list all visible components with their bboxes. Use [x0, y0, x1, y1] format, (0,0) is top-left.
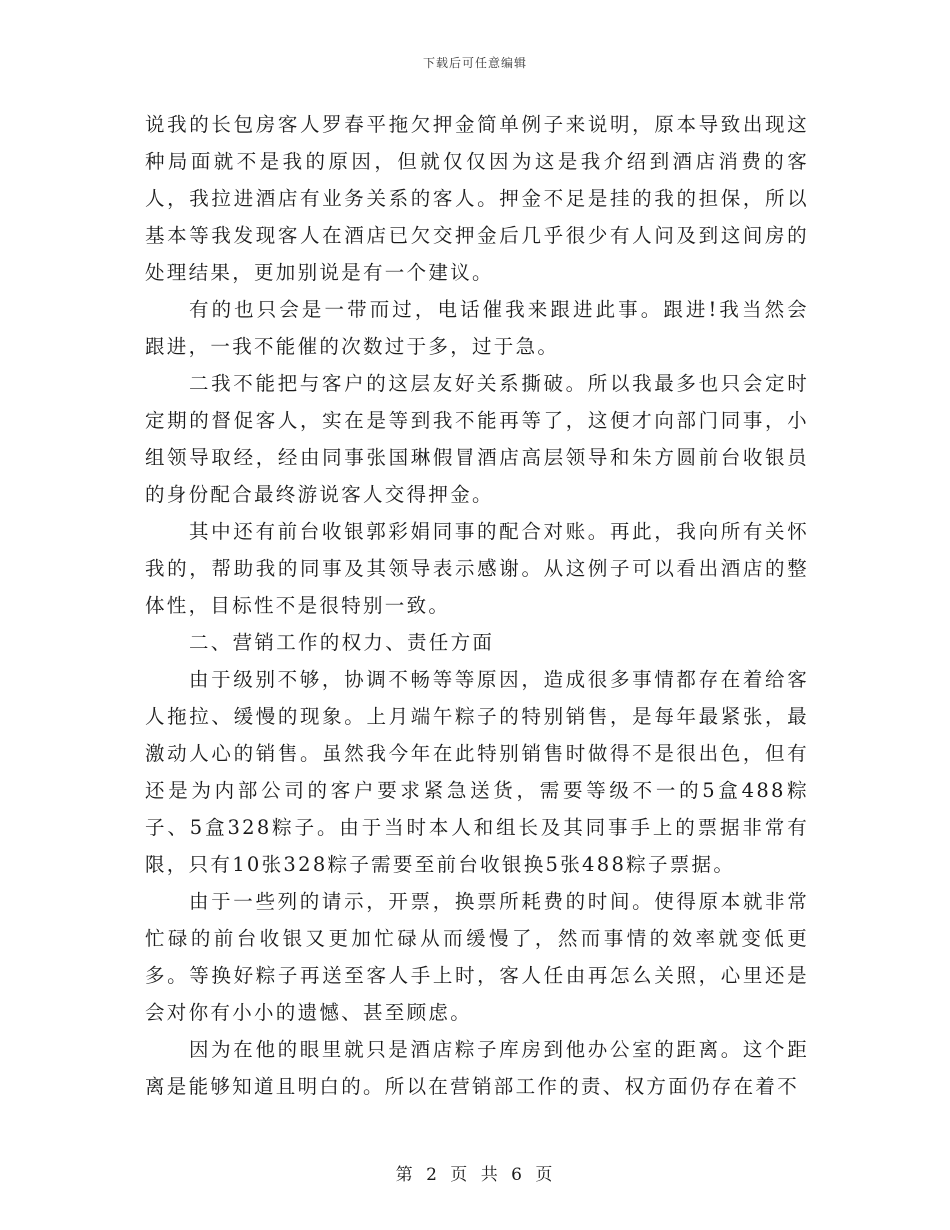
- paragraph-7: 因为在他的眼里就只是酒店粽子库房到他办公室的距离。这个距离是能够知道且明白的。所以在营销部工作的责、权方面仍存在着不: [145, 1038, 809, 1098]
- paragraph-4: 其中还有前台收银郭彩娟同事的配合对账。再此，我向所有关怀我的，帮助我的同事及其领导表示感谢。从这例子可以看出酒店的整体性，目标性不是很特别一致。: [145, 520, 809, 617]
- paragraph-2: 有的也只会是一带而过，电话催我来跟进此事。跟进!我当然会跟进，一我不能催的次数过于多，过于急。: [145, 298, 809, 358]
- section-heading: 二、营销工作的权力、责任方面: [189, 631, 495, 654]
- page-number: 第 2 页 共 6 页: [395, 1165, 555, 1185]
- paragraph-3: 二我不能把与客户的这层友好关系撕破。所以我最多也只会定时定期的督促客人，实在是等到我不能再等了，这便才向部门同事，小组领导取经，经由同事张国琳假冒酒店高层领导和朱方圆前台收银员的身份配合最终游说客人交得押金。: [145, 372, 809, 506]
- page-header: 下载后可任意编辑: [422, 56, 527, 70]
- paragraph-1: 说我的长包房客人罗春平拖欠押金简单例子来说明，原本导致出现这种局面就不是我的原因，但就仅仅因为这是我介绍到酒店消费的客人，我拉进酒店有业务关系的客人。押金不足是挂的我的担保，所以基本等我发现客人在酒店已欠交押金后几乎很少有人问及到这间房的处理结果，更加别说是有一个建议。: [145, 113, 809, 284]
- paragraph-6: 由于一些列的请示，开票，换票所耗费的时间。使得原本就非常忙碌的前台收银又更加忙碌从而缓慢了，然而事情的效率就变低更多。等换好粽子再送至客人手上时，客人任由再怎么关照，心里还是会对你有小小的遗憾、甚至顾虑。: [145, 890, 809, 1024]
- paragraph-5: 由于级别不够，协调不畅等等原因，造成很多事情都存在着给客人拖拉、缓慢的现象。上月端午粽子的特别销售，是每年最紧张，最激动人心的销售。虽然我今年在此特别销售时做得不是很出色，但有还是为内部公司的客户要求紧急送货，需要等级不一的5盒488粽子、5盒328粽子。由于当时本人和组长及其同事手上的票据非常有限，只有10张328粽子需要至前台收银换5张488粽子票据。: [145, 668, 809, 876]
- document-body: [145, 106, 809, 1105]
